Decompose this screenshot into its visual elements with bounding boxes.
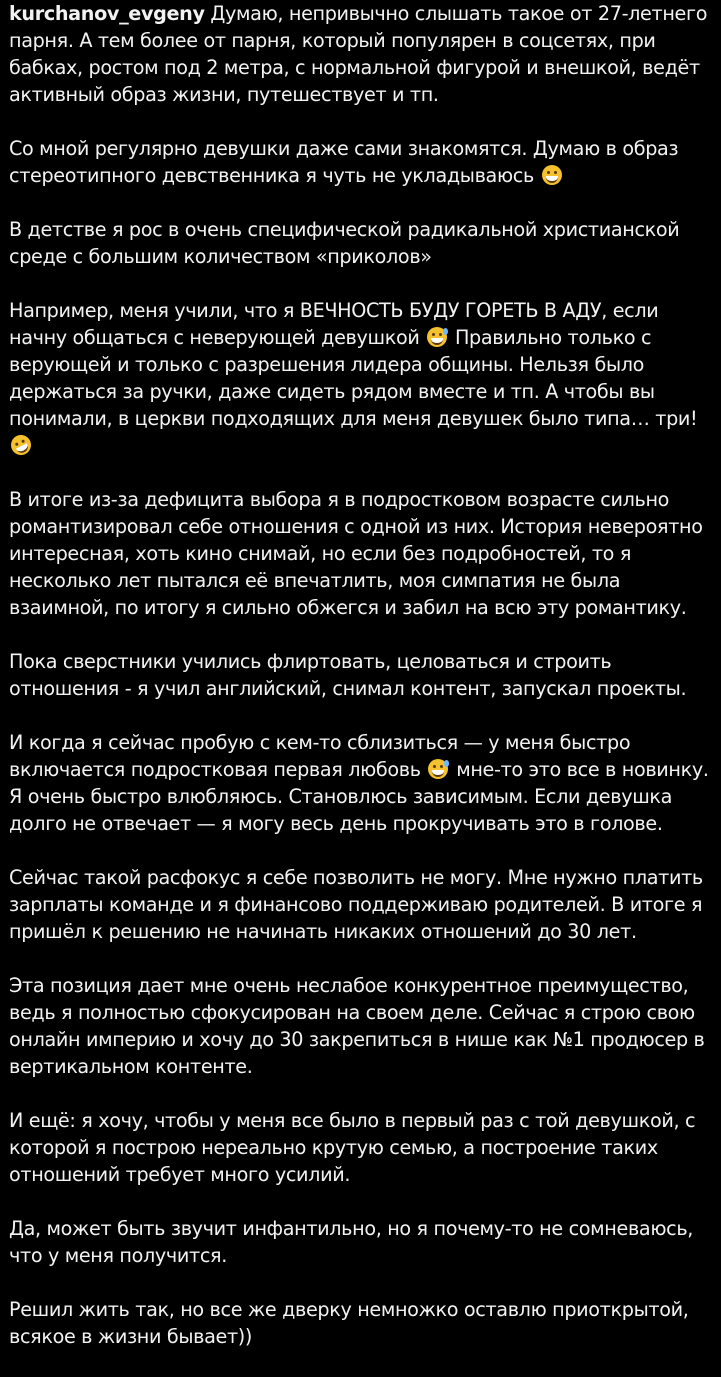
caption-paragraph-2 (9, 135, 717, 189)
caption-paragraph-9 (9, 972, 717, 1080)
caption-text: И ещё: я хочу, чтобы у меня все было в первый раз с той девушкой, с которой я построю нереально крутую семью, а построение таких отношений требует много усилий. (9, 1109, 696, 1186)
caption-paragraph-3 (9, 216, 717, 270)
caption-paragraph-8 (9, 864, 717, 945)
caption-paragraph-10 (9, 1107, 717, 1188)
caption-text: Например, меня учили, что я ВЕЧНОСТЬ БУДУ ГОРЕТЬ В АДУ, если начну общаться с неверующей девушкой (9, 299, 659, 349)
caption-text: Сейчас такой расфокус я себе позволить не могу. Мне нужно платить зарплаты команде и я финансово поддерживаю родителей. В итоге я пришёл к решению не начинать никаких отношений до 30 лет. (9, 866, 703, 943)
caption-text: Эта позиция дает мне очень неслабое конкурентное преимущество, ведь я полностью сфокусирован на своем деле. Сейчас я строю свою онлайн империю и хочу до 30 закрепиться в нише как №1 продюсер в вертикальном контенте. (9, 974, 705, 1078)
grinning-face-icon (542, 165, 562, 185)
caption-text: Да, может быть звучит инфантильно, но я почему-то не сомневаюсь, что у меня получится. (9, 1217, 694, 1267)
caption-paragraph-7 (9, 729, 717, 837)
caption-text: Со мной регулярно девушки даже сами знакомятся. Думаю в образ стереотипного девственника я чуть не укладываюсь (9, 137, 679, 187)
caption-paragraph-12 (9, 1296, 717, 1350)
post-caption (9, 0, 717, 1377)
caption-paragraph-1 (9, 0, 717, 108)
grinning-face-with-sweat-icon (427, 327, 447, 347)
caption-text: Решил жить так, но все же дверку немножко оставлю приоткрытой, всякое в жизни бывает)) (9, 1298, 689, 1348)
username-link[interactable]: kurchanov_evgeny (9, 2, 205, 25)
caption-text: И когда я сейчас пробую с кем-то сблизиться — у меня быстро включается подростковая первая любовь (9, 731, 631, 781)
face-with-tears-of-joy-icon (428, 759, 448, 779)
caption-text: Думаю, непривычно слышать такое от 27-летнего парня. А тем более от парня, который популярен в соцсетях, при бабках, ростом под 2 метра, с нормальной фигурой и внешкой, ведёт активный образ жизни, путешествует и тп. (9, 2, 708, 106)
caption-paragraph-6 (9, 648, 717, 702)
caption-paragraph-5 (9, 486, 717, 621)
caption-paragraph-11 (9, 1215, 717, 1269)
caption-paragraph-4 (9, 297, 717, 459)
caption-text: В детстве я рос в очень специфической радикальной христианской среде с большим количеством «приколов» (9, 218, 680, 268)
rolling-on-floor-laughing-icon (8, 432, 35, 459)
caption-text: Пока сверстники учились флиртовать, целоваться и строить отношения - я учил английский, снимал контент, запускал проекты. (9, 650, 687, 700)
caption-text: мне-то это все в новинку. Я очень быстро влюбляюсь. Становлюсь зависимым. Если девушка долго не отвечает — я могу весь день прокручивать это в голове. (9, 758, 709, 835)
caption-text: В итоге из-за дефицита выбора я в подростковом возрасте сильно романтизировал себе отношения с одной из них. История невероятно интересная, хоть кино снимай, но если без подробностей, то я несколько лет пытался её впечатлить, моя симпатия не была взаимной, по итогу я сильно обжегся и забил на всю эту романтику. (9, 488, 703, 619)
caption-text: Правильно только с верующей и только с разрешения лидера общины. Нельзя было держаться за ручки, даже сидеть рядом вместе и тп. А чтобы вы понимали, в церкви подходящих для меня девушек было типа… три! (9, 326, 698, 430)
